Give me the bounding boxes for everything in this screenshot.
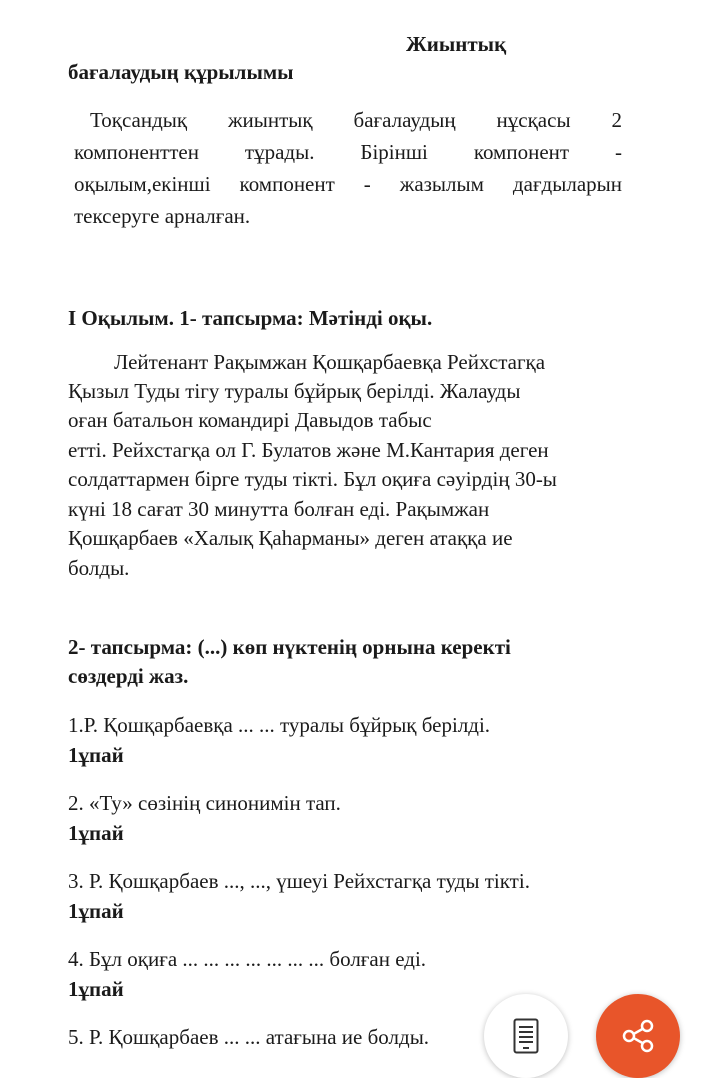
intro-line: тексеруге арналған. bbox=[74, 204, 251, 228]
task1-line: Қызыл Туды тігу туралы бұйрық берілді. Жалауды bbox=[68, 379, 521, 403]
task2-heading-line-2: сөздерді жаз. bbox=[68, 664, 189, 688]
document-icon bbox=[513, 1018, 539, 1054]
points-label: 1ұпай bbox=[68, 977, 124, 1001]
points-label: 1ұпай bbox=[68, 743, 124, 767]
points-label: 1ұпай bbox=[68, 899, 124, 923]
task1-line: оған батальон командирі Давыдов табыс bbox=[68, 408, 432, 432]
task2-heading-line-1: 2- тапсырма: (...) көп нүктенің орнына керекті bbox=[68, 635, 511, 659]
task1-heading: І Оқылым. 1- тапсырма: Мәтінді оқы. bbox=[68, 306, 433, 330]
share-button[interactable] bbox=[596, 994, 680, 1078]
question-text: 1.Р. Қошқарбаевқа ... ... туралы бұйрық берілді. bbox=[68, 713, 491, 737]
question-text: 3. Р. Қошқарбаев ..., ..., үшеуі Рейхстагқа туды тікті. bbox=[68, 869, 530, 893]
intro-line: оқылым,екінші компонент - жазылым дағдыларын bbox=[74, 172, 622, 196]
task1-line: Қошқарбаев «Халық Қаһарманы» деген атаққа ие bbox=[68, 526, 513, 550]
intro-line: Тоқсандық жиынтық бағалаудың нұсқасы 2 bbox=[90, 108, 622, 132]
question-text: 4. Бұл оқиға ... ... ... ... ... ... ... болған еді. bbox=[68, 947, 427, 971]
title-line-2: бағалаудың құрылымы bbox=[68, 60, 294, 84]
question-text: 2. «Ту» сөзінің синонимін тап. bbox=[68, 791, 341, 815]
task1-line: болды. bbox=[68, 556, 130, 580]
task1-line: етті. Рейхстагқа ол Г. Булатов және М.Кантария деген bbox=[68, 438, 549, 462]
intro-line: компоненттен тұрады. Бірінші компонент - bbox=[74, 140, 622, 164]
question-text: 5. Р. Қошқарбаев ... ... атағына ие болды. bbox=[68, 1025, 430, 1049]
task1-line: солдаттармен бірге туды тікті. Бұл оқиға сәуірдің 30-ы bbox=[68, 467, 557, 491]
task1-line: Лейтенант Рақымжан Қошқарбаевқа Рейхстагқа bbox=[114, 350, 546, 374]
document-button[interactable] bbox=[484, 994, 568, 1078]
task1-line: күні 18 сағат 30 минутта болған еді. Рақымжан bbox=[68, 497, 490, 521]
title-line-1: Жиынтық bbox=[406, 32, 507, 56]
points-label: 1ұпай bbox=[68, 821, 124, 845]
share-icon bbox=[618, 1016, 658, 1056]
